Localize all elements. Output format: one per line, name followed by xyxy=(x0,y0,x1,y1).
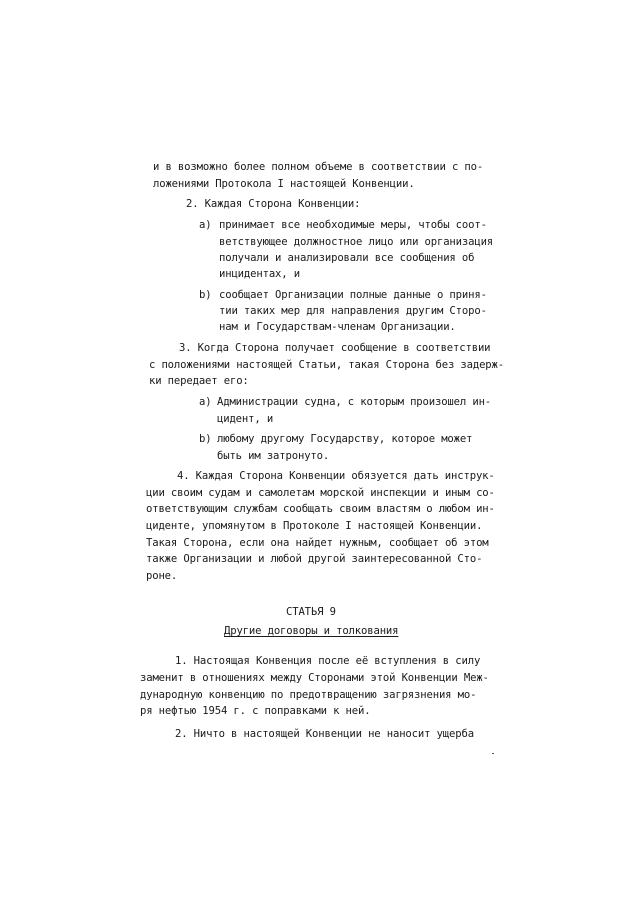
para4-line-4: циденте, упомянутом в Протоколе I настоящей Конвенции. xyxy=(146,520,483,532)
para2-item-a-line-2: ветствующее должностное лицо или организация xyxy=(219,236,494,248)
article-number: СТАТЬЯ 9 xyxy=(286,606,336,618)
para3-item-b-line-2: быть им затронуто. xyxy=(217,450,330,462)
scan-speck xyxy=(492,753,494,754)
para3-line-3: ки передает его: xyxy=(149,375,249,387)
art9-para1-line-4: ря нефтью 1954 г. с поправками к ней. xyxy=(140,705,371,717)
para3-item-b-line-1: любому другому Государству, которое может xyxy=(217,433,473,445)
para2-item-b-line-2: тии таких мер для направления другим Сторо- xyxy=(219,305,487,317)
article-title: Другие договоры и толкования xyxy=(224,625,399,637)
para2-item-a-marker: a) xyxy=(199,219,212,231)
para4-line-6: также Организации и любой другой заинтересованной Сто- xyxy=(146,553,483,565)
para4-line-5: Такая Сторона, если она найдет нужным, сообщает об этом xyxy=(146,537,489,549)
para2-item-b-line-1: сообщает Организации полные данные о приня- xyxy=(219,289,487,301)
para2-item-a-line-4: инцидентах, и xyxy=(219,268,300,280)
art9-para1-line-1: 1. Настоящая Конвенция после её вступления в силу xyxy=(175,655,481,667)
art9-para1-line-3: дународную конвенцию по предотвращению загрязнения мо- xyxy=(140,689,477,701)
para3-line-1: 3. Когда Сторона получает сообщение в соответствии xyxy=(179,342,491,354)
para3-item-a-line-1: Администрации судна, с которым произошел ин- xyxy=(217,396,492,408)
para3-item-b-marker: b) xyxy=(199,433,212,445)
para3-line-2: с положениями настоящей Статьи, такая Сторона без задерж- xyxy=(149,359,504,371)
para2-item-b-marker: b) xyxy=(199,289,212,301)
para2-item-a-line-3: получали и анализировали все сообщения об xyxy=(219,252,475,264)
para2-heading: 2. Каждая Сторона Конвенции: xyxy=(186,198,361,210)
para3-item-a-marker: a) xyxy=(199,396,212,408)
para2-item-a-line-1: принимает все необходимые меры, чтобы соот- xyxy=(219,219,487,231)
intro-line-1: и в возможно более полном объеме в соответствии с по- xyxy=(153,161,484,173)
art9-para2-line-1: 2. Ничто в настоящей Конвенции не наносит ущерба xyxy=(175,728,474,740)
intro-line-2: ложениями Протокола I настоящей Конвенции. xyxy=(153,178,415,190)
para3-item-a-line-2: цидент, и xyxy=(217,413,274,425)
para4-line-2: ции своим судам и самолетам морской инспекции и иным со- xyxy=(146,487,495,499)
para4-line-7: роне. xyxy=(146,570,178,582)
art9-para1-line-2: заменит в отношениях между Сторонами этой Конвенции Меж- xyxy=(140,672,489,684)
para4-line-3: ответствующим службам сообщать своим властям о любом ин- xyxy=(146,503,495,515)
para4-line-1: 4. Каждая Сторона Конвенции обязуется дать инструк- xyxy=(177,470,495,482)
para2-item-b-line-3: нам и Государствам-членам Организации. xyxy=(219,321,456,333)
